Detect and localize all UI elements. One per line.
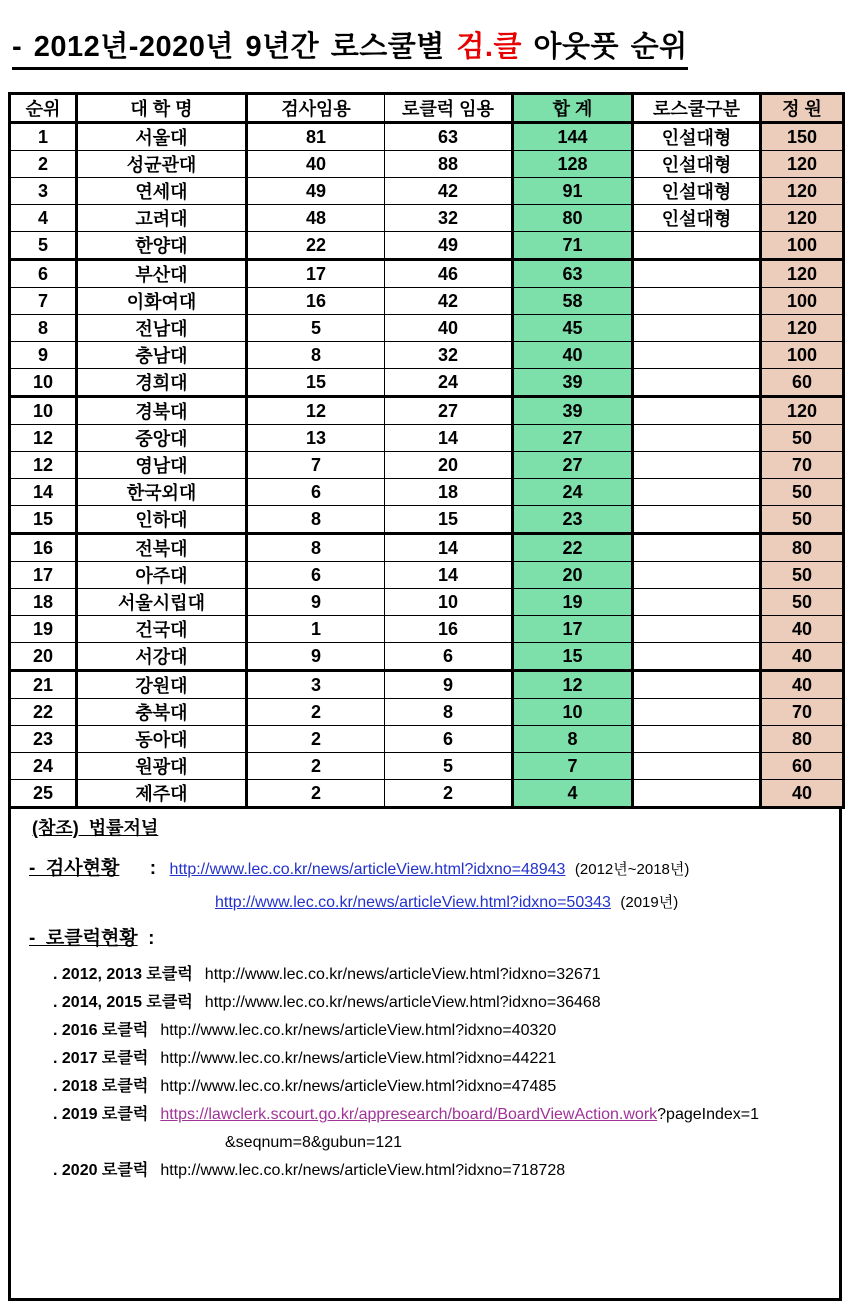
cell-prosecutor: 6 (247, 479, 385, 506)
cell-total: 15 (513, 643, 633, 671)
clerk-reference-list (11, 965, 839, 1180)
table-row (10, 643, 844, 671)
clerk-item-url: http://www.lec.co.kr/news/articleView.html?idxno=40320 (160, 1022, 557, 1039)
cell-total: 71 (513, 232, 633, 260)
cell-rank: 14 (10, 479, 77, 506)
table-row (10, 753, 844, 780)
cell-category (633, 288, 761, 315)
cell-prosecutor: 8 (247, 342, 385, 369)
cell-quota: 100 (761, 288, 844, 315)
clerk-item-url-suffix: ?pageIndex=1 (657, 1106, 760, 1123)
cell-prosecutor: 2 (247, 726, 385, 753)
title-highlight: 검.클 (456, 31, 522, 63)
prosecutor-status-line-2 (206, 891, 839, 912)
clerk-reference-item (53, 993, 839, 1012)
cell-clerk: 6 (385, 643, 513, 671)
cell-prosecutor: 3 (247, 671, 385, 699)
clerk-item-label: . 2018 로클럭 (53, 1078, 149, 1095)
prosecutor-status-label: - 검사현황 (29, 858, 120, 879)
cell-rank: 24 (10, 753, 77, 780)
cell-rank: 25 (10, 780, 77, 808)
cell-rank: 4 (10, 205, 77, 232)
prosecutor-status-line (29, 853, 839, 880)
cell-rank: 20 (10, 643, 77, 671)
cell-prosecutor: 5 (247, 315, 385, 342)
title-suffix: 아웃풋 순위 (521, 31, 688, 63)
cell-total: 12 (513, 671, 633, 699)
cell-university: 강원대 (77, 671, 247, 699)
cell-clerk: 15 (385, 506, 513, 534)
cell-prosecutor: 9 (247, 589, 385, 616)
prosecutor-link-2019[interactable]: http://www.lec.co.kr/news/articleView.html?idxno=50343 (215, 894, 611, 911)
cell-quota: 40 (761, 643, 844, 671)
table-row (10, 260, 844, 288)
cell-prosecutor: 13 (247, 425, 385, 452)
cell-quota: 80 (761, 534, 844, 562)
cell-total: 8 (513, 726, 633, 753)
clerk-item-label: . 2012, 2013 로클럭 (53, 966, 193, 983)
cell-total: 58 (513, 288, 633, 315)
cell-prosecutor: 6 (247, 562, 385, 589)
cell-university: 경북대 (77, 397, 247, 425)
cell-clerk: 14 (385, 562, 513, 589)
header-category: 로스쿨구분 (633, 94, 761, 123)
colon-separator: : (149, 858, 157, 879)
cell-quota: 70 (761, 699, 844, 726)
header-university: 대 학 명 (77, 94, 247, 123)
table-row (10, 699, 844, 726)
cell-rank: 1 (10, 123, 77, 151)
cell-university: 서강대 (77, 643, 247, 671)
cell-category (633, 780, 761, 808)
cell-rank: 10 (10, 369, 77, 397)
table-row (10, 397, 844, 425)
cell-clerk: 18 (385, 479, 513, 506)
cell-rank: 8 (10, 315, 77, 342)
references-box (8, 809, 842, 1301)
cell-category (633, 315, 761, 342)
header-total: 합 계 (513, 94, 633, 123)
cell-clerk: 32 (385, 342, 513, 369)
table-row (10, 562, 844, 589)
cell-university: 부산대 (77, 260, 247, 288)
cell-total: 27 (513, 425, 633, 452)
cell-rank: 9 (10, 342, 77, 369)
cell-rank: 17 (10, 562, 77, 589)
cell-university: 이화여대 (77, 288, 247, 315)
header-quota: 정 원 (761, 94, 844, 123)
cell-total: 80 (513, 205, 633, 232)
clerk-item-label: . 2020 로클럭 (53, 1162, 149, 1179)
cell-total: 27 (513, 452, 633, 479)
cell-rank: 2 (10, 151, 77, 178)
cell-quota: 150 (761, 123, 844, 151)
cell-university: 경희대 (77, 369, 247, 397)
cell-prosecutor: 40 (247, 151, 385, 178)
cell-total: 91 (513, 178, 633, 205)
cell-total: 10 (513, 699, 633, 726)
table-header-row (10, 94, 844, 123)
clerk-status-label: - 로클럭현황 (29, 928, 138, 949)
cell-category (633, 643, 761, 671)
table-row (10, 780, 844, 808)
cell-prosecutor: 2 (247, 699, 385, 726)
cell-total: 39 (513, 369, 633, 397)
cell-clerk: 27 (385, 397, 513, 425)
cell-total: 7 (513, 753, 633, 780)
cell-quota: 80 (761, 726, 844, 753)
cell-total: 23 (513, 506, 633, 534)
table-row (10, 506, 844, 534)
cell-university: 영남대 (77, 452, 247, 479)
table-row (10, 479, 844, 506)
cell-clerk: 14 (385, 425, 513, 452)
cell-prosecutor: 48 (247, 205, 385, 232)
clerk-item-hyperlink[interactable]: https://lawclerk.scourt.go.kr/appresearch/board/BoardViewAction.work (160, 1106, 658, 1123)
cell-category (633, 397, 761, 425)
clerk-reference-item (53, 965, 839, 984)
cell-quota: 60 (761, 369, 844, 397)
colon-separator: : (148, 928, 155, 949)
cell-university: 중앙대 (77, 425, 247, 452)
cell-clerk: 16 (385, 616, 513, 643)
cell-quota: 40 (761, 616, 844, 643)
cell-total: 63 (513, 260, 633, 288)
clerk-reference-item (53, 1161, 839, 1180)
cell-category (633, 369, 761, 397)
clerk-item-url: http://www.lec.co.kr/news/articleView.html?idxno=718728 (160, 1162, 566, 1179)
cell-rank: 6 (10, 260, 77, 288)
cell-clerk: 10 (385, 589, 513, 616)
cell-category: 인설대형 (633, 123, 761, 151)
cell-quota: 50 (761, 425, 844, 452)
cell-prosecutor: 1 (247, 616, 385, 643)
cell-rank: 16 (10, 534, 77, 562)
cell-university: 연세대 (77, 178, 247, 205)
cell-category (633, 260, 761, 288)
header-prosecutor: 검사임용 (247, 94, 385, 123)
table-row (10, 671, 844, 699)
cell-quota: 50 (761, 562, 844, 589)
cell-quota: 70 (761, 452, 844, 479)
cell-total: 39 (513, 397, 633, 425)
cell-rank: 3 (10, 178, 77, 205)
cell-category (633, 479, 761, 506)
ranking-table (8, 92, 845, 809)
title-prefix: - 2012년-2020년 9년간 로스쿨별 (12, 31, 457, 63)
clerk-status-line (29, 923, 839, 950)
table-row (10, 425, 844, 452)
cell-rank: 5 (10, 232, 77, 260)
table-row (10, 288, 844, 315)
references-heading: (참조) 법률저널 (32, 818, 159, 838)
cell-rank: 15 (10, 506, 77, 534)
cell-rank: 21 (10, 671, 77, 699)
cell-category (633, 534, 761, 562)
clerk-reference-item (53, 1021, 839, 1040)
cell-university: 충북대 (77, 699, 247, 726)
cell-prosecutor: 22 (247, 232, 385, 260)
cell-quota: 40 (761, 780, 844, 808)
cell-university: 서울시립대 (77, 589, 247, 616)
cell-rank: 12 (10, 425, 77, 452)
cell-rank: 18 (10, 589, 77, 616)
cell-prosecutor: 8 (247, 506, 385, 534)
cell-clerk: 49 (385, 232, 513, 260)
cell-university: 한양대 (77, 232, 247, 260)
cell-university: 고려대 (77, 205, 247, 232)
cell-quota: 40 (761, 671, 844, 699)
cell-prosecutor: 16 (247, 288, 385, 315)
cell-rank: 7 (10, 288, 77, 315)
table-row (10, 123, 844, 151)
table-row (10, 315, 844, 342)
cell-university: 건국대 (77, 616, 247, 643)
cell-total: 19 (513, 589, 633, 616)
cell-category (633, 589, 761, 616)
cell-category: 인설대형 (633, 205, 761, 232)
cell-category (633, 671, 761, 699)
cell-category (633, 726, 761, 753)
clerk-reference-item (53, 1049, 839, 1068)
cell-university: 충남대 (77, 342, 247, 369)
cell-quota: 120 (761, 178, 844, 205)
cell-quota: 50 (761, 589, 844, 616)
cell-rank: 10 (10, 397, 77, 425)
table-row (10, 178, 844, 205)
prosecutor-link-2012-2018[interactable]: http://www.lec.co.kr/news/articleView.html?idxno=48943 (169, 861, 566, 878)
cell-clerk: 20 (385, 452, 513, 479)
cell-total: 144 (513, 123, 633, 151)
table-row (10, 726, 844, 753)
cell-total: 17 (513, 616, 633, 643)
cell-quota: 50 (761, 479, 844, 506)
cell-university: 인하대 (77, 506, 247, 534)
cell-university: 원광대 (77, 753, 247, 780)
cell-category (633, 753, 761, 780)
table-row (10, 589, 844, 616)
prosecutor-link-note-2019: (2019년) (620, 894, 679, 911)
table-row (10, 205, 844, 232)
table-row (10, 616, 844, 643)
cell-category: 인설대형 (633, 151, 761, 178)
cell-clerk: 42 (385, 288, 513, 315)
cell-clerk: 5 (385, 753, 513, 780)
clerk-item-label: . 2014, 2015 로클럭 (53, 994, 193, 1011)
clerk-item-url: http://www.lec.co.kr/news/articleView.html?idxno=47485 (160, 1078, 557, 1095)
table-row (10, 452, 844, 479)
cell-prosecutor: 7 (247, 452, 385, 479)
cell-university: 성균관대 (77, 151, 247, 178)
clerk-item-label: . 2016 로클럭 (53, 1022, 149, 1039)
cell-prosecutor: 2 (247, 753, 385, 780)
cell-prosecutor: 49 (247, 178, 385, 205)
cell-category (633, 562, 761, 589)
header-rank: 순위 (10, 94, 77, 123)
cell-university: 서울대 (77, 123, 247, 151)
cell-total: 4 (513, 780, 633, 808)
cell-clerk: 9 (385, 671, 513, 699)
table-row (10, 342, 844, 369)
cell-clerk: 42 (385, 178, 513, 205)
table-row (10, 232, 844, 260)
clerk-reference-item (53, 1077, 839, 1096)
table-row (10, 151, 844, 178)
cell-category (633, 616, 761, 643)
cell-clerk: 46 (385, 260, 513, 288)
table-row (10, 369, 844, 397)
cell-total: 24 (513, 479, 633, 506)
clerk-item-url-continuation: &seqnum=8&gubun=121 (225, 1134, 403, 1151)
page-title (12, 24, 850, 70)
cell-quota: 120 (761, 397, 844, 425)
cell-total: 20 (513, 562, 633, 589)
cell-category (633, 506, 761, 534)
cell-category (633, 425, 761, 452)
cell-university: 전남대 (77, 315, 247, 342)
cell-university: 전북대 (77, 534, 247, 562)
cell-university: 아주대 (77, 562, 247, 589)
cell-clerk: 63 (385, 123, 513, 151)
cell-prosecutor: 15 (247, 369, 385, 397)
cell-prosecutor: 9 (247, 643, 385, 671)
cell-quota: 120 (761, 151, 844, 178)
cell-clerk: 8 (385, 699, 513, 726)
cell-clerk: 6 (385, 726, 513, 753)
cell-prosecutor: 2 (247, 780, 385, 808)
cell-university: 제주대 (77, 780, 247, 808)
cell-rank: 23 (10, 726, 77, 753)
cell-clerk: 88 (385, 151, 513, 178)
cell-prosecutor: 12 (247, 397, 385, 425)
cell-total: 128 (513, 151, 633, 178)
cell-category: 인설대형 (633, 178, 761, 205)
cell-category (633, 699, 761, 726)
cell-university: 한국외대 (77, 479, 247, 506)
cell-category (633, 452, 761, 479)
cell-clerk: 24 (385, 369, 513, 397)
cell-category (633, 232, 761, 260)
cell-clerk: 2 (385, 780, 513, 808)
cell-quota: 100 (761, 232, 844, 260)
cell-category (633, 342, 761, 369)
cell-rank: 12 (10, 452, 77, 479)
clerk-item-url: http://www.lec.co.kr/news/articleView.html?idxno=32671 (204, 966, 601, 983)
table-row (10, 534, 844, 562)
page-title-text (12, 24, 688, 70)
prosecutor-link-note-2012-2018: (2012년~2018년) (574, 861, 690, 878)
header-clerk: 로클럭 임용 (385, 94, 513, 123)
cell-quota: 60 (761, 753, 844, 780)
cell-rank: 22 (10, 699, 77, 726)
cell-prosecutor: 17 (247, 260, 385, 288)
cell-prosecutor: 8 (247, 534, 385, 562)
cell-total: 22 (513, 534, 633, 562)
cell-total: 40 (513, 342, 633, 369)
cell-quota: 100 (761, 342, 844, 369)
cell-university: 동아대 (77, 726, 247, 753)
clerk-item-label: . 2019 로클럭 (53, 1106, 149, 1123)
cell-quota: 120 (761, 260, 844, 288)
clerk-item-url: http://www.lec.co.kr/news/articleView.html?idxno=44221 (160, 1050, 557, 1067)
cell-quota: 120 (761, 315, 844, 342)
cell-clerk: 14 (385, 534, 513, 562)
cell-clerk: 40 (385, 315, 513, 342)
cell-quota: 50 (761, 506, 844, 534)
cell-rank: 19 (10, 616, 77, 643)
cell-prosecutor: 81 (247, 123, 385, 151)
cell-total: 45 (513, 315, 633, 342)
clerk-reference-item (53, 1105, 839, 1124)
clerk-item-label: . 2017 로클럭 (53, 1050, 149, 1067)
clerk-item-url: http://www.lec.co.kr/news/articleView.html?idxno=36468 (204, 994, 601, 1011)
cell-clerk: 32 (385, 205, 513, 232)
cell-quota: 120 (761, 205, 844, 232)
